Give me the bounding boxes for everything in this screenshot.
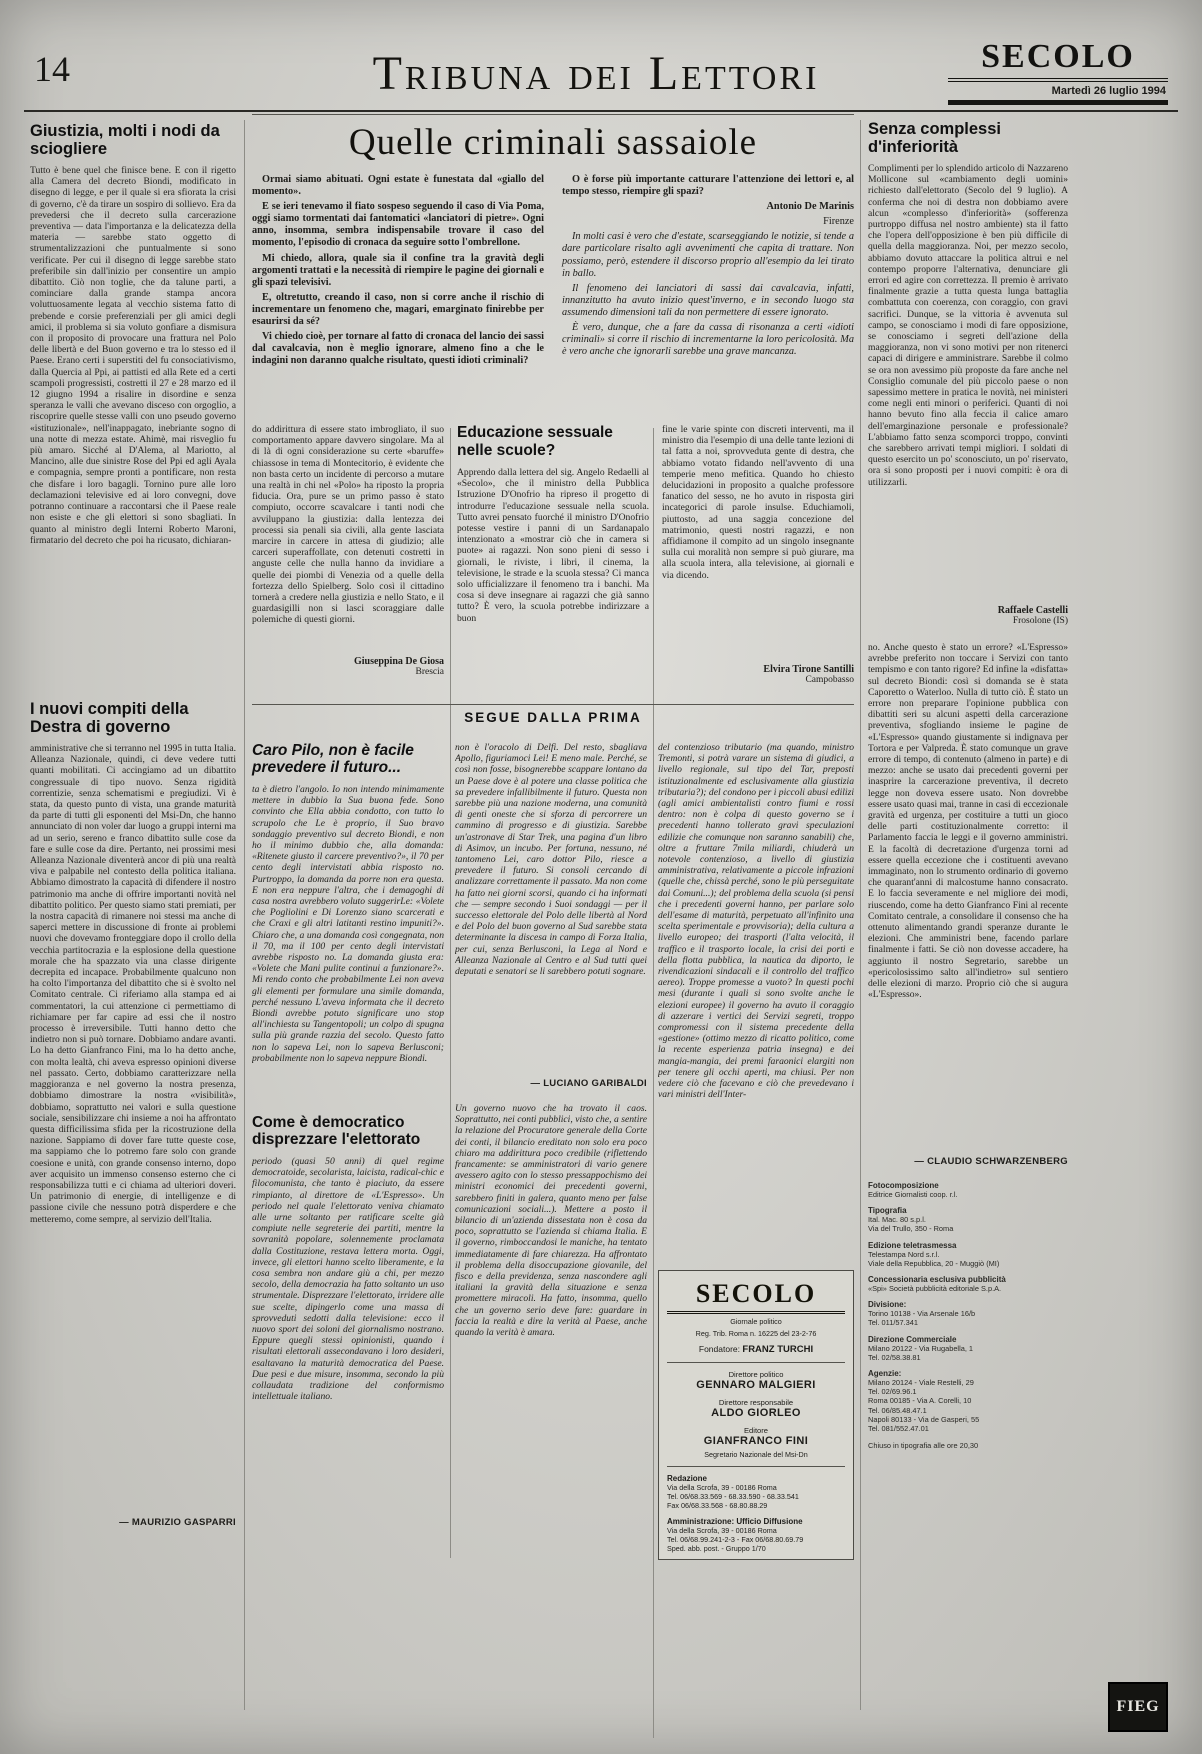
article-destra-signature: — MAURIZIO GASPARRI: [119, 1517, 236, 1528]
imprint-line: Milano 20122 - Via Rugabella, 1: [868, 1343, 974, 1353]
article-sassaiole: [252, 114, 854, 412]
letter-inferiorita-body: Complimenti per lo splendido articolo di Nazzareno Mollicone sul «cambiamento degli uomini» richiesto dall'elettorato (Secolo del 9 luglio). A conferma che noi di destra non dobbiamo avere alcun «complesso d'inferiorità» (sofferenza purtroppo diffusa nel nostro ambiente) sta il fatto che l'opera dell'opposizione è ben più difficile di quella della maggioranza. Noi, per mezzo secolo, abbiamo dovuto attaccare la politica altrui e nel contempo proporre l'alternativa, denunciare gli errori ed agire con correttezza. Il premio è arrivato finalmente grazie a tutta questa lunga battaglia combattuta con coerenza, con coraggio, con gravi sacrifici. Dunque, se la vittoria è avvenuta sul campo, se conosciamo i modi di fare opposizione, se conosciamo i segreti dell'azione della maggioranza, non vi sono motivi per non ritenerci capaci di dirigere e amministrare. Sarebbe il colmo se ora non avessimo più proposte da fare anche nel Consiglio comunale del più piccolo paese o non sapessimo mettere in pratica le novità, nei ministeri come negli enti minori o periferici. Quanti di noi hanno bevuto fino alla feccia il calice amaro dell'emarginazione personale e professionale? L'abbiamo fatto senza scomporci troppo, convinti che sarebbero arrivati tempi migliori. I soldati di questo esercito un po' sconosciuto, un po' riservato, ora si sono proposti per i nuovi compiti: è ora di utilizzarli.: [868, 163, 1068, 488]
paragraph: Ormai siamo abituati. Ogni estate è funestata dal «giallo del momento».: [252, 174, 544, 198]
founder-name: FRANZ TURCHI: [742, 1344, 814, 1355]
paragraph: Mi chiedo, allora, quale sia il confine tra la gravità degli argomenti trattati e la necessità di riempire le pagine dei giornali e gli spazi televisivi.: [252, 252, 544, 288]
letter-educazione-body-2: fine le varie spinte con discreti interventi, ma il ministro dia l'esempio di una delle tante lezioni di tal fatta a noi, sprovveduta gente di destra, che abbiamo votato fidando nell'avvento di una temperie meno mefitica. Quando ho chiesto delucidazioni in proposito a qualche professore fanatico del sesso, ne ho avuto in risposta giri incategorici di parole insulse. Educhiamoli, piuttosto, ad una saggia concezione del matrimonio, questi nostri ragazzi, e non affidiamone il compito ad un singolo insegnante sulla cui moralità non sempre si può giurare, ma alla scuola intera, alla televisione, ai giornali e via dicendo.: [662, 424, 854, 581]
letter-signature: Raffaele Castelli: [997, 605, 1068, 616]
redazione-header: Redazione: [667, 1474, 708, 1483]
amministrazione-header: Amministrazione: Ufficio Diffusione: [667, 1517, 803, 1526]
redazione-fax: Fax 06/68.33.568 - 68.80.88.29: [667, 1501, 768, 1510]
column-rule-4: [860, 120, 861, 1710]
colophon-box: [658, 1270, 854, 1560]
imprint-line: Telestampa Nord s.r.l.: [868, 1249, 940, 1259]
letter-continuation-body: do addirittura di essere stato imbrogliato, il suo comportamento appare davvero singolare. Ma al di là di ogni considerazione su certe «baruffe» chiassose in tema di Montecitorio, è evidente che non basta certo un incidente di percorso a mutare una realtà in chi nel «Polo» ha riposto la propria fiducia. Ora, pure se un primo passo è stato compiuto, occorre scavalcare i tanti nodi che avviluppano la giustizia: dalla lentezza dei processi sia penali sia civili, alla gente lasciata marcire in carcere in attesa di giudizio; alle carceri superaffollate, con detenuti costretti in anguste celle che nulla hanno da invidiare a quelle dei piombi di Venezia od a quelle della fortezza dello Spielberg. Solo così il cittadino tornerà a credere nella giustizia e nello Stato, e il guardasigilli non si lasci scoraggiare dalle polemiche di questi giorni.: [252, 424, 444, 626]
letter-signature: Elvira Tirone Santilli: [763, 664, 854, 675]
imprint-line: Torino 10138 - Via Arsenale 16/b: [868, 1309, 976, 1319]
letter-place: Frosolone (IS): [1012, 616, 1068, 626]
imprint-header: Tipografia: [868, 1206, 907, 1216]
article-destra-title: I nuovi compiti della Destra di governo: [30, 700, 189, 736]
name-responsible-director: ALDO GIORLEO: [711, 1407, 801, 1419]
page-number: 14: [34, 49, 70, 89]
header-rule: [24, 110, 1178, 112]
role-political-director: Direttore politico: [728, 1370, 784, 1379]
divider: [667, 1466, 845, 1467]
colophon-logo: SECOLO: [667, 1279, 845, 1314]
letter-educazione-title: Educazione sessuale nelle scuole?: [457, 424, 613, 459]
imprint-header: Agenzie:: [868, 1369, 902, 1379]
paragraph: O è forse più importante catturare l'attenzione dei lettori e, al tempo stesso, riempire gli spazi?: [562, 174, 854, 198]
publisher-subtitle: Segretario Nazionale del Msi-Dn: [704, 1450, 808, 1459]
right-column: [868, 120, 1068, 1450]
role-responsible-director: Direttore responsabile: [718, 1398, 794, 1407]
paragraph: E se ieri tenevamo il fiato sospeso seguendo il caso di Via Poma, oggi siamo tormentati dai fantomatici «lanciatori di pietre». Ogni anno, insomma, sembra indispensabile trovare il caso del momento, l'episodio di cronaca da seguire sotto l'ombrellone.: [252, 201, 544, 249]
article-democratico-title: Come è democratico disprezzare l'elettorato: [252, 1114, 421, 1148]
name-political-director: GENNARO MALGIERI: [696, 1379, 816, 1391]
article-caro-pilo-body-1: ta è dietro l'angolo. Io non intendo minimamente mettere in dubbio la Sua buona fede. Sono convinto che Ella abbia condotto, con tutto lo scrupolo che Le è proprio, il Suo bravo sondaggio preventivo sul decreto Biondi, e non ho il minimo dubbio che, alla domanda: «Ritenete giusto il carcere preventivo?», il 70 per cento degli intervistati abbia risposto no. Purtroppo, la domanda da porre non era questa. E non era neppure l'altra, che i demagoghi di casa nostra avrebbero voluto suggerirLe: «Volete che Pogliolini e Di Lorenzo siano scarcerati e che Craxi e gli altri latitanti restino impuniti?». Chiaro che, a una domanda così congegnata, non il 70, ma il 100 per cento degli intervistati avrebbe risposto no. La domanda giusta era: «Volete che Mani pulite continui a funzionare?». Mi rendo conto che probabilmente Lei non aveva gli elementi per formulare una simile domanda, perché nessuno L'aveva informata che il decreto Biondi avrebbe potuto significare uno stop all'inchiesta su Tangentopoli; un colpo di spugna sulla più grande razzia del secolo. Questo fatto non lo sapeva Lei, non lo sapeva Berlusconi; probabilmente non lo sapeva neppure Biondi.: [252, 784, 444, 1064]
imprint-line: Milano 20124 - Viale Restelli, 29: [868, 1378, 974, 1388]
letter-place: Firenze: [823, 216, 854, 228]
article-democratico-body-3: del contenzioso tributario (ma quando, ministro Tremonti, si potrà varare un sistema di giudici, a livello regionale, sul tipo del Tar, preposti istituzionalmente ed esclusivamente alla giustizia tributaria?); del condono per i piccoli abusi edilizi (agli amici ambientalisti contro fiumi e rossi dentro: non è colpa di questo governo se i precedenti hanno tollerato gravi speculazioni edilizie che comunque non saranno sanabili) che, oltre a fruttare 7mila miliardi, chiuderà un notevole contenzioso, a livello di giustizia amministrativa, relativamente a piccole infrazioni (quelle che, chissà perché, sono le più perseguitate dai Comuni...); del problema della scuola (si pensi che i precedenti governi hanno, per parlare solo dell'esame di maturità, perpetuato all'infinito una scelta sperimentale e provvisoria); della cultura a livello europeo; dei trasporti (l'alta velocità, il traffico e il trasporto locale, la crisi dei porti e della flotta pubblica, la nautica da diporto, le rivendicazioni sindacali e il controllo del traffico aereo). Troppe promesse a vuoto? In questi pochi mesi (durante i quali si sono svolte anche le elezioni europee) il governo ha avuto il coraggio di azzerare i vertici dei Servizi segreti, troppo compromessi con il sistema precedente della «gestione» (ottimo mezzo di ricatto politico, come la recente esperienza patria insegna) e dei mangia-mangia, dei premi faraonici elargiti non per tenere gli occhi aperti, ma chiusi. Per non vedere ciò che facevano e ciò che prevedevano i vari ministri dell'Inter-: [658, 742, 854, 1101]
imprint-line: Editrice Giornalisti coop. r.l.: [868, 1190, 958, 1199]
letter-educazione-body-1: Apprendo dalla lettera del sig. Angelo Redaelli al «Secolo», che il ministro della Pubblica Istruzione D'Onofrio ha ripreso il progetto di introdurre l'educazione sessuale nella scuola. Tutto avrei pensato fuorché il ministro D'Onofrio potesse vestire i panni di un Sardanapalo intenzionato a «mostrar ciò che in camera si puote» ai ragazzi. Non sono pieni di sesso i giornali, le riviste, i libri, il cinema, la televisione, le strade e la scuola stessa? Ci manca solo ufficializzare il fenomeno tra i banchi. Ma cosa si deve insegnare ai ragazzi che già sanno tutto? È vero, la scuola potrebbe indirizzare a buon: [457, 467, 649, 624]
redazione-phone: Tel. 06/68.33.569 - 68.33.590 - 68.33.541: [667, 1492, 799, 1501]
letter-place: Campobasso: [805, 675, 854, 685]
article-caro-pilo-cont: [455, 742, 647, 1521]
article-schwarzenberg-signature: — CLAUDIO SCHWARZENBERG: [914, 1156, 1068, 1167]
imprint-line: Tel. 02/58.38.81: [868, 1352, 921, 1362]
letter-signature: Antonio De Marinis: [766, 201, 854, 213]
article-caro-pilo-signature: — LUCIANO GARIBALDI: [530, 1078, 647, 1089]
letters-row: [252, 424, 854, 702]
article-caro-pilo-body-2: non è l'oracolo di Delfi. Del resto, sbagliava Apollo, figuriamoci Lei! E meno male. Perché, se così non fosse, bisognerebbe scappare lontano da un Paese dove è al potere una classe politica che sa prevedere infallibilmente il futuro. Questa non sarebbe più una nazione moderna, una comunità di genti oneste che si sforza di percorrere un cammino di progresso e di giustizia. Sarebbe un'astronave di Star Trek, una pagina d'un libro di Asimov, un incubo. Per fortuna, nessuno, né tantomeno Lei, caro dottor Pilo, riesce a prevedere il futuro. Si consoli cercando di analizzare correttamente il passato. Ma non come ha fatto nei giorni scorsi, quando ci ha informati che — sempre secondo i Suoi sondaggi — per il successo elettorale del Polo delle libertà al Nord e del Polo del buon governo al Sud sarebbe stata determinante la discesa in campo di Forza Italia, per cui, senza Berlusconi, la Lega al Nord e Alleanza Nazionale al Centro e al Sud tutti quei deputati e senatori se li sarebbero potuti sognare.: [455, 742, 647, 978]
brand-logo: SECOLO: [948, 38, 1168, 82]
article-democratico-body-2: Un governo nuovo che ha trovato il caos. Soprattutto, nei conti pubblici, visto che, a sentire la relazione del Procuratore generale della Corte dei conti, il bilancio ereditato non solo era poco chiaro ma addirittura poco credibile (riflettendo francamente: se amministratori di vario genere avessero agito con lo stesso pressappochismo dei ministri economici dei precedenti governi, sarebbero finiti in galera, quanto meno per false comunicazioni sociali...). Mettere a posto il bilancio di un'azienda dissestata non è cosa da poco, soprattutto se l'azienda si chiama Italia. E il governo, rimboccandosi le maniche, ha tentato immediatamente di fare chiarezza. Ha affrontato il problema della disoccupazione giovanile, del fisco e della previdenza, senza nascondere agli italiani la gravità della situazione e senza promettere miracoli. Ha fatto, insomma, quello che un governo serio deve fare: guardare in faccia la realtà e dire la verità al Paese, anche quando la verità è amara.: [455, 1103, 647, 1339]
editor-reply-paragraph: Il fenomeno dei lanciatori di sassi dai cavalcavia, infatti, innanzitutto ha avuto inizio quest'inverno, e in secondo luogo sta assumendo dimensioni tali da non permettere di essere ignorato.: [562, 282, 854, 318]
imprint-line: Napoli 80133 - Via de Gasperi, 55: [868, 1414, 980, 1424]
article-caro-pilo: [252, 742, 444, 1538]
segue-dalla-prima-label: SEGUE DALLA PRIMA: [252, 704, 854, 725]
imprint-header: Concessionaria esclusiva pubblicità: [868, 1275, 1006, 1285]
amministrazione-postal: Sped. abb. post. - Gruppo 1/70: [667, 1544, 766, 1553]
paragraph: Vi chiedo cioè, per tornare al fatto di cronaca del lancio dei sassi dal cavalcavia, non è meglio ignorare, almeno fino a che le indagini non daranno qualche risultato, questi idioti criminali?: [252, 331, 544, 367]
letter-educazione: [457, 424, 649, 702]
article-giustizia-body: Tutto è bene quel che finisce bene. E con il rigetto alla Camera del decreto Biondi, modificato in disegno di legge, e per il quale si era sfiorata la crisi di governo, c'è da tirare un sospiro di sollievo. Era da prevedersi che il decreto sulla carcerazione preventiva — data l'importanza e la delicatezza della materia — sarebbe stato oggetto di strumentalizzazioni che puntualmente si sono verificate. Per cui il disegno di legge sarebbe stato preferibile sin dall'inizio per consentire un ampio dibattito. Ciò non toglie, che da talune parti, a cominciare dalla grande stampa ancora voluttuosamente legata al vecchio sistema fatto di prebende e corsie preferenziali per gli amici degli amici, il problema si sia voluto gonfiare a dismisura con il proposito di provocare una frattura nel Polo delle libertà e del Buon governo e tra lo stesso ed il Paese. Erano certi i superstiti del fu consociativismo, dalla Quercia al Ppi, ai pattisti ed alla Rete ed a certi scampoli progressisti, costretti il 27 e 28 marzo ed il 12 giugno 1994 a risalire in disordine e senza speranza le valli che avevano disceso con orgoglio, a riscoprire quelle stesse valli con uno pseudo governo «istituzionale», nell'inappagato, inebriante sogno di una notte di mezza estate. Ahimè, mai risveglio fu più amaro. Sicché al D'Alema, al Mariotto, al Mancino, alle due sinistre Rose del Ppi ed agli Ayala e compagnia, sempre pronti a pontificare, non resta che disfare i loro bagagli. Tornino pure alle loro declamazioni televisive ed ai loro convegni, dove potranno continuare a raccontarsi che il Paese reale non esiste e che gli elettori si sono sbagliati. In quanto al ministro degli Interni Roberto Maroni, firmatario del decreto che poi ha ricusato, dichiaran-: [30, 165, 236, 546]
amministrazione-address: Via della Scrofa, 39 - 00186 Roma: [667, 1526, 777, 1535]
founder-label: Fondatore:: [698, 1344, 741, 1354]
article-destra: [30, 700, 236, 1528]
letter-place: Brescia: [415, 667, 444, 677]
imprint-header: Direzione Commerciale: [868, 1334, 957, 1344]
imprint-line: Tel. 011/57.341: [868, 1318, 918, 1328]
article-destra-body: amministrative che si terranno nel 1995 in tutta Italia. Alleanza Nazionale, quindi, ci deve vedere tutti quanti mobilitati. Ci accingiamo ad un dibattito congressuale di tipo nuovo. Senza rigidità correntizie, senza schematismi e pregiudizi. Vi è stata, da questo punto di vista, una grande maturità da parte di tutti gli esponenti del Msi-Dn, che hanno annunciato di non voler dar luogo a gruppi interni ma ad un serio, sereno e franco dibattito sulle cose da fare e sulle cose da dire. Pertanto, nei prossimi mesi Alleanza Nazionale diventerà ancor di più una realtà viva e palpabile nel contesto della politica italiana. Abbiamo dimostrato la capacità di difendere il nostro patrimonio ma anche di offrire importanti novità nel dibattito politico. Per questo siamo stati premiati, per la nostra capacità di rimanere noi stessi ma anche di saperci mettere in discussione di fronte ai problemi nuovi che dovevamo fronteggiare dopo il crollo della vecchia partitocrazia e la esplosione della questione morale che ha spazzato via una classe dirigente decrepita ed incapace. Probabilmente qualcuno non ha colto l'importanza del dibattito che si è svolto nel Comitato centrale. Ci riferiamo alla stampa ed ai commentatori, la cui attenzione ci permettiamo di richiamare per far capire ad essi che il nostro processo è irreversibile. Tutti hanno detto che indietro non si può tornare. Dobbiamo andare avanti. Lo ha detto Gianfranco Fini, ma lo ha detto anche, con molta lealtà, chi aveva espresso opinioni diverse nel passato. Certo, dobbiamo caratterizzare nella maggioranza e nel governo la nostra presenza, dobbiamo dimostrare la nostra «visibilità», dobbiamo, soprattutto nei valori e sulla questione sociale, sensibilizzare chi insieme a noi ha affrontato questa difficilissima sfida per la ricostruzione della nazione. Sappiamo di dover fare tutte queste cose, ma sappiamo che lo potremo fare solo con grande coesione e unità, con grande consenso interno, dopo aver acquisito un immenso consenso esterno che ci responsabilizza tutti e ci chiama ad ulteriori doveri. Un patrimonio di energie, di intelligenze e di passione civile che nessuno potrà disperdere e che metteremo, come sempre, al servizio dell'Italia.: [30, 743, 236, 1225]
editor-reply-paragraph: È vero, dunque, che a fare da cassa di risonanza a certi «idioti criminali» si corre il rischio di incrementarne la loro pericolosità. Ma è vero anche che ignorarli sarebbe una grave mancanza.: [562, 322, 854, 358]
imprint-line: Tel. 02/69.96.1: [868, 1387, 917, 1397]
role-publisher: Editore: [743, 1426, 769, 1435]
fieg-logo: FIEG: [1108, 1682, 1168, 1732]
letter-educazione-cont: [662, 424, 854, 702]
article-sassaiole-body: [252, 174, 854, 412]
section-masthead: Tribuna dei Lettori: [372, 47, 820, 100]
column-rule-1: [244, 120, 245, 1710]
article-sassaiole-title: Quelle criminali sassaiole: [348, 122, 758, 163]
brand-block: [948, 38, 1168, 105]
imprint-block: [868, 1181, 1068, 1450]
article-schwarzenberg-body: no. Anche questo è stato un errore? «L'Espresso» avrebbe preferito non toccare i Servizi con tanto tempismo e con tanto rigore? Ed infine la «disfatta» sul decreto Biondi: così si domanda se è stata Caporetto o Waterloo. Nulla di tutto ciò. È stato un errore non preparare l'opinione pubblica con dibattiti seri su alcuni aspetti della carcerazione preventiva, sfogliando insieme le pagine de «L'Espresso» quando giustamente si indignava per Tortora e per Valpreda. È stato comunque un grave errore di tempo, di contenuto (almeno in parte) e di mezzo: anche se usato dai precedenti governi per inasprire la carcerazione preventiva, il decreto legge non doveva essere usato. Non dovrebbe essere usato quasi mai, tranne in casi di eccezionale gravità ed urgenza, per costituire a tutti un gioco delle parti costituzionalmente corretto: il Parlamento faccia le leggi e il governo amministri. E la facoltà di decretazione d'urgenza torni ad essere quella eccezione che i costituenti avevano immaginato, non lo strumento ordinario di governo che quarant'anni di malcostume hanno consacrato. E lo faccia severamente e nel migliore dei modi, riuscendo, come ha detto Gianfranco Fini al recente Comitato centrale, a consolidare il consenso che ha ottenuto alimentando grandi speranze durante le elezioni. Che amministri bene, facendo parlare finalmente i fatti. Se ciò non dovesse accadere, ha aggiunto il nostro Segretario, sarebbe un «pericolosissimo salto all'indietro» sul sentiero delle elezioni di marzo. Proprio ciò che si augura «L'Espresso».: [868, 642, 1068, 1001]
paragraph: E, oltretutto, creando il caso, non si corre anche il rischio di incrementare un fenomeno che, magari, emarginato finirebbe per esaurirsi da sé?: [252, 291, 544, 328]
colophon-registration: Reg. Trib. Roma n. 16225 del 23-2-76: [695, 1329, 817, 1338]
article-giustizia: [30, 122, 236, 677]
imprint-line: Via del Trullo, 350 - Roma: [868, 1224, 954, 1234]
letter-inferiorita-title: Senza complessi d'inferiorità: [868, 120, 1001, 156]
article-democratico-body-1: periodo (quasi 50 anni) di quel regime democratoide, secolarista, laicista, radical-chic e filocomunista, che tanto è piaciuto, da essere rimpianto, al direttore de «L'Espresso». Un periodo nel quale l'elettorato veniva chiamato alle urne soltanto per ratificare scelte già compiute nelle segreterie dei partiti, mentre la sovranità popolare, solennemente proclamata dalla Costituzione, restava lettera morta. Oggi, invece, gli elettori hanno scelto liberamente, e la cosa sembra non andare giù a chi, per mezzo secolo, della democrazia ha fatto soltanto un uso strumentale. Disprezzare l'elettorato, irridere alle sue scelte, dipingerlo come una massa di sprovveduti sedotti dalla televisione: ecco il nuovo sport dei soloni del giornalismo nostrano. Eppure quegli stessi opinionisti, quando i risultati elettorali assecondavano i loro desideri, esaltavano la maturità democratica del Paese. Due pesi e due misure, insomma, secondo la più collaudata tradizione del conformismo intellettuale italiano.: [252, 1156, 444, 1403]
article-caro-pilo-title: Caro Pilo, non è facile prevedere il futuro...: [252, 742, 414, 776]
imprint-header: Edizione teletrasmessa: [868, 1240, 957, 1250]
imprint-line: Roma 00185 - Via A. Corelli, 10: [868, 1396, 972, 1406]
letter-signature: Giuseppina De Giosa: [353, 656, 444, 667]
colophon-founder: [667, 1344, 845, 1355]
divider: [667, 1362, 845, 1363]
imprint-header: Divisione:: [868, 1300, 907, 1310]
imprint-header: Fotocomposizione: [868, 1181, 939, 1190]
article-democratico-cont: [658, 742, 854, 1560]
editor-reply-paragraph: In molti casi è vero che d'estate, scarseggiando le notizie, si tende a dare particolare risalto agli avvenimenti che capita di trattare. Non possiamo, però, estendere il discorso proprio all'esempio da lei tirato in ballo.: [562, 231, 854, 279]
imprint-line: Tel. 06/85.48.47.1: [868, 1405, 927, 1415]
imprint-line: Tel. 081/552.47.01: [868, 1424, 929, 1434]
amministrazione-phone: Tel. 06/68.99.241-2-3 - Fax 06/68.80.69.79: [667, 1535, 804, 1544]
colophon-subtitle: Giornale politico: [730, 1317, 782, 1326]
issue-date: Martedì 26 luglio 1994: [1051, 85, 1166, 97]
article-giustizia-title: Giustizia, molti i nodi da sciogliere: [30, 122, 220, 158]
name-publisher: GIANFRANCO FINI: [703, 1435, 809, 1447]
imprint-line: «Spi» Società pubblicità editoriale S.p.A.: [868, 1284, 1002, 1294]
imprint-closing: Chiuso in tipografia alle ore 20,30: [868, 1441, 979, 1451]
imprint-line: Ital. Mac. 80 s.p.l.: [868, 1215, 926, 1225]
letter-continuation: [252, 424, 444, 702]
redazione-address: Via della Scrofa, 39 - 00186 Roma: [667, 1483, 777, 1492]
brand-rule: [948, 100, 1168, 105]
imprint-line: Viale della Repubblica, 20 - Muggiò (MI): [868, 1258, 1000, 1268]
